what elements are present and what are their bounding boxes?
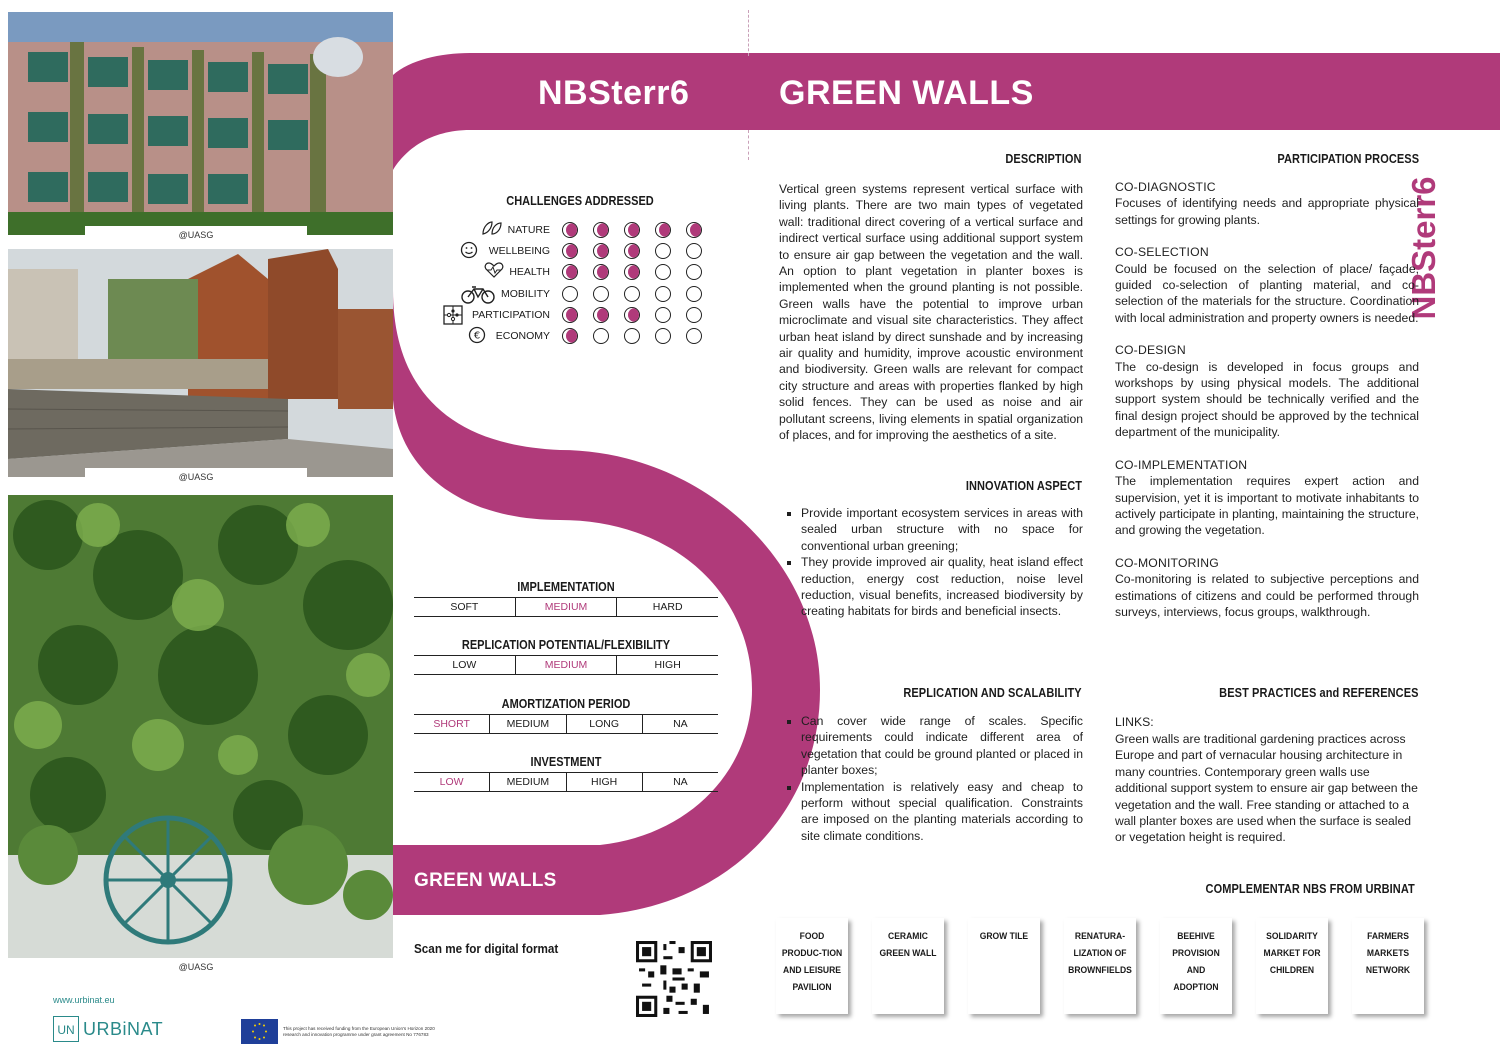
score-dot: [655, 264, 671, 280]
score-dot: [562, 243, 578, 259]
score-dot: [562, 286, 578, 302]
score-dot: [624, 264, 640, 280]
participation-step-text: The implementation requires expert action and supervision, yet it is important to motivate inhabitants to actively participate in planting, maintaining the structure, and growing the vegetation.: [1115, 474, 1419, 538]
challenge-row-wellbeing: [450, 241, 710, 261]
euro-icon: [468, 326, 488, 344]
complementary-card[interactable]: [1160, 918, 1232, 1014]
scale-option: LONG: [566, 715, 642, 733]
description-text: Vertical green systems represent vertical surface with living plants. There are two main types of vegetated wall: traditional direct covering of a vertical surface and indirect vertical surface using additional support system to ensure air gap between the vegetation and the wall. An option to plant vegetation in planter boxes is implemented when the ground planting is not possible. Green walls have the potential to improve urban microclimate and visual site characteristics. They affect urban heat island by direct sunshade and by increasing air quality and humidity, improve acoustic environment and biodiversity. Green walls are relevant for compact city structure and areas with properties flanked by high solid fences. They can be used as noise and air pollutant screens, living elements in spatial organization of places, and for improving the aesthetics of a site.: [779, 182, 1083, 443]
replication-heading: REPLICATION AND SCALABILITY: [903, 686, 1082, 700]
participation-step-title: CO-DIAGNOSTIC: [1115, 180, 1216, 194]
urbinat-logo-text: URBiNAT: [83, 1018, 164, 1039]
leaf-icon: [481, 220, 501, 238]
implementation-scale: [414, 597, 718, 617]
complementary-card[interactable]: [1256, 918, 1328, 1014]
implementation-heading: IMPLEMENTATION: [517, 580, 615, 594]
band-label: GREEN WALLS: [414, 870, 557, 891]
score-dot: [686, 286, 702, 302]
score-dot: [686, 264, 702, 280]
scale-option: NA: [642, 773, 718, 791]
complementary-card-label: CERAMIC GREEN WALL: [879, 931, 937, 959]
challenge-label: MOBILITY: [500, 287, 550, 300]
scale-option: MEDIUM: [515, 598, 617, 616]
complementary-card-label: RENATURA-LIZATION OF BROWNFIELDS: [1068, 931, 1132, 976]
header-divider: [748, 10, 749, 56]
complementary-card-label: FOOD PRODUC-TION AND LEISURE PAVILION: [781, 931, 843, 993]
innovation-list: [779, 505, 1083, 620]
score-dot: [593, 264, 609, 280]
score-dot: [562, 222, 578, 238]
header-divider-lower: [748, 130, 749, 160]
page-title: GREEN WALLS: [779, 74, 1034, 112]
score-dot: [624, 243, 640, 259]
score-dot: [624, 328, 640, 344]
score-dot: [593, 222, 609, 238]
photo-caption-1: @UASG: [85, 226, 307, 244]
complementary-card[interactable]: [1064, 918, 1136, 1014]
footer-url[interactable]: www.urbinat.eu: [53, 995, 115, 1005]
score-dot: [593, 328, 609, 344]
challenge-row-health: [450, 262, 710, 282]
heart-pulse-icon: [483, 262, 503, 280]
photo-caption-3: @UASG: [85, 958, 307, 976]
participation-step-text: Focuses of identifying needs and appropriate physical settings for growing plants.: [1115, 196, 1419, 227]
list-item: ▪ Provide important ecosystem services in areas with sealed urban structure with no space for conventional urban greening;: [801, 505, 1083, 554]
scale-option: HARD: [616, 598, 718, 616]
scale-option: SHORT: [433, 718, 470, 730]
vertical-code: NBSterr6: [1405, 176, 1442, 320]
amortization-scale: [414, 714, 718, 734]
score-dot: [655, 222, 671, 238]
best-practices-heading: BEST PRACTICES and REFERENCES: [1219, 686, 1419, 700]
participation-step-text: Could be focused on the selection of place/ façade, guided co-selection of planting material, and co-selection of the materials for the structure. Coordination with local administration and property owners is needed.: [1115, 261, 1419, 325]
challenge-label: HEALTH: [509, 266, 550, 279]
svg-text:€: €: [473, 330, 481, 342]
complementary-card-label: BEEHIVE PROVISION AND ADOPTION: [1172, 931, 1220, 993]
score-dot: [686, 307, 702, 323]
challenge-row-participation: [450, 305, 710, 325]
scale-option: HIGH: [566, 773, 642, 791]
description-heading: DESCRIPTION: [1005, 152, 1082, 166]
score-dot: [562, 328, 578, 344]
participation-heading: PARTICIPATION PROCESS: [1277, 152, 1419, 166]
challenge-row-nature: [450, 220, 710, 240]
scan-text: Scan me for digital format: [414, 941, 559, 956]
investment-scale: [414, 772, 718, 792]
score-dot: [562, 264, 578, 280]
best-practices-text: Green walls are traditional gardening practices across Europe and part of vernacular housing architecture in many countries. Contemporary green walls use additional support system to ensure air gap between the vegetation and the wall. Free standing or attached to a wall planter boxes are used when the surface is sealed or vegetation height is required.: [1115, 732, 1418, 845]
innovation-heading: INNOVATION ASPECT: [965, 479, 1082, 493]
scale-option: MEDIUM: [515, 656, 617, 674]
challenge-label: ECONOMY: [495, 330, 550, 342]
scale-option: LOW: [452, 659, 477, 671]
score-dot: [593, 243, 609, 259]
urbinat-logo-mark: UN: [53, 1016, 79, 1042]
scale-option: HIGH: [616, 656, 718, 674]
complementary-heading: COMPLEMENTAR NBS FROM URBINAT: [1205, 882, 1415, 896]
score-dot: [624, 307, 640, 323]
participation-step-title: CO-IMPLEMENTATION: [1115, 457, 1248, 472]
score-dot: [593, 286, 609, 302]
scale-option: SOFT: [450, 601, 479, 613]
scale-option: MEDIUM: [489, 715, 565, 733]
qr-code[interactable]: [636, 941, 712, 1017]
challenge-label: PARTICIPATION: [472, 308, 550, 321]
challenge-label: WELLBEING: [488, 245, 550, 258]
participation-step-text: Co-monitoring is related to subjective perceptions and estimations of citizens and could be performed through surveys, interviews, focus groups, walkthrough.: [1115, 572, 1419, 619]
puzzle-icon: [443, 305, 463, 323]
scale-option: LOW: [439, 776, 464, 788]
score-dot: [655, 307, 671, 323]
list-item: ▪ They provide improved air quality, heat island effect reduction, energy cost reduction, noise level reduction, visual benefits, increased biodiversity by creating habitats for birds and beneficial insects.: [801, 554, 1083, 620]
score-dot: [593, 307, 609, 323]
score-dot: [562, 307, 578, 323]
complementary-card[interactable]: [776, 918, 848, 1014]
score-dot: [624, 222, 640, 238]
complementary-card-label: SOLIDARITY MARKET FOR CHILDREN: [1263, 931, 1321, 976]
complementary-card-label: GROW TILE: [979, 931, 1029, 942]
smiley-icon: [460, 241, 480, 259]
list-item: ▪ Implementation is relatively easy and cheap to perform without special qualification. Constraints are imposed on the planting materials according to site climate conditions.: [801, 779, 1083, 845]
code-header: NBSterr6: [538, 74, 690, 112]
amortization-heading: AMORTIZATION PERIOD: [501, 697, 631, 711]
score-dot: [655, 243, 671, 259]
score-dot: [624, 286, 640, 302]
eu-funding-text: This project has received funding from the European Union's Horizon 2020 research and innovation programme under grant agreement No 776783: [283, 1026, 435, 1037]
photo-caption-2: @UASG: [85, 468, 307, 486]
complementary-card[interactable]: [968, 918, 1040, 1014]
best-practices-links-label: LINKS:: [1115, 715, 1154, 729]
complementary-card[interactable]: [1352, 918, 1424, 1014]
score-dot: [655, 286, 671, 302]
participation-steps: [1115, 179, 1419, 620]
investment-heading: INVESTMENT: [530, 755, 602, 769]
challenge-row-mobility: [450, 284, 710, 304]
score-dot: [686, 222, 702, 238]
scale-option: NA: [642, 715, 718, 733]
challenge-label: NATURE: [507, 224, 550, 236]
participation-step-title: CO-SELECTION: [1115, 245, 1209, 260]
participation-step-title: CO-DESIGN: [1115, 343, 1186, 358]
replication-list: [779, 713, 1083, 844]
eu-flag-icon: [241, 1019, 278, 1044]
urbinat-logo: [53, 1016, 163, 1042]
complementary-card-label: FARMERS MARKETS NETWORK: [1365, 931, 1411, 976]
score-dot: [686, 243, 702, 259]
participation-step-text: The co-design is developed in focus groups and workshops by using physical models. The additional support system should be technically verified and the final design project should be approved by the technical department of the municipality.: [1115, 359, 1419, 440]
list-item: ▪ Can cover wide range of scales. Specific requirements could indicate different area of vegetation that could be ground planted or placed in planter boxes;: [801, 713, 1083, 779]
replication-potential-scale: [414, 655, 718, 675]
participation-step-title: CO-MONITORING: [1115, 555, 1219, 570]
score-dot: [655, 328, 671, 344]
scale-option: MEDIUM: [489, 773, 565, 791]
complementary-card[interactable]: [872, 918, 944, 1014]
score-dot: [686, 328, 702, 344]
bicycle-icon: [461, 284, 481, 302]
replication-potential-heading: REPLICATION POTENTIAL/FLEXIBILITY: [461, 638, 671, 652]
challenge-row-economy: [450, 326, 710, 346]
challenges-heading: CHALLENGES ADDRESSED: [506, 194, 654, 208]
